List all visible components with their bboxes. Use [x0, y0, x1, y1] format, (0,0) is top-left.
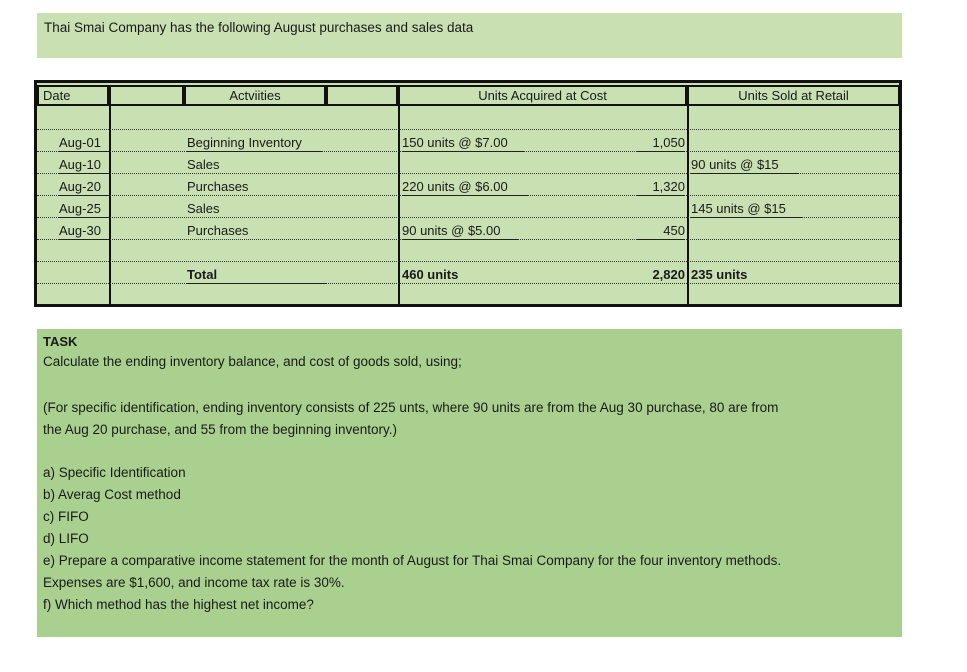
task-item-b: b) Averag Cost method: [43, 487, 181, 502]
row-date: Aug-25: [59, 201, 109, 218]
row-acquired: 220 units @ $6.00: [402, 179, 528, 196]
column-divider: [687, 106, 689, 304]
row-acquired: 150 units @ $7.00: [402, 135, 524, 152]
task-note-line-1: (For specific identification, ending inventory consists of 225 unts, where 90 units are from the Aug 30 purchase, 80 are from: [43, 400, 779, 415]
row-sold: 145 units @ $15: [691, 201, 803, 218]
task-title: TASK: [43, 334, 78, 349]
column-divider: [109, 106, 111, 304]
task-item-d: d) LIFO: [43, 531, 89, 546]
column-header-date: Date: [37, 85, 109, 106]
row-activity: Sales: [187, 157, 220, 172]
total-cost: 2,820: [652, 267, 685, 282]
column-header-blank-2: [326, 85, 398, 106]
row-activity: Purchases: [187, 179, 249, 194]
row-divider: [37, 283, 899, 284]
row-date: Aug-30: [59, 223, 109, 240]
task-item-a: a) Specific Identification: [43, 465, 186, 480]
column-header-units-sold: Units Sold at Retail: [687, 85, 900, 106]
task-item-c: c) FIFO: [43, 509, 89, 524]
row-activity: Purchases: [187, 223, 249, 238]
row-divider: [37, 261, 899, 262]
row-acquired: 90 units @ $5.00: [402, 223, 518, 240]
task-item-e-line-1: e) Prepare a comparative income statement for the month of August for Thai Smai Company for the four inventory methods.: [43, 553, 782, 568]
header-banner: [37, 13, 902, 58]
row-cost: 450: [637, 223, 685, 240]
header-text: Thai Smai Company has the following August purchases and sales data: [44, 20, 474, 35]
column-header-activities: Actviities: [184, 85, 326, 106]
purchases-sales-table: [34, 80, 902, 307]
row-date: Aug-20: [59, 179, 109, 196]
row-cost: 1,050: [637, 135, 685, 152]
column-divider: [398, 106, 400, 304]
total-sold: 235 units: [691, 267, 748, 282]
row-sold: 90 units @ $15: [691, 157, 799, 174]
task-item-e-line-2: Expenses are $1,600, and income tax rate is 30%.: [43, 575, 345, 590]
task-panel: [37, 329, 902, 637]
task-item-f: f) Which method has the highest net income?: [43, 597, 314, 612]
row-cost: 1,320: [637, 179, 685, 196]
row-activity: Beginning Inventory: [187, 135, 322, 152]
row-date: Aug-10: [59, 157, 109, 174]
total-label: Total: [187, 267, 327, 284]
column-header-units-acquired: Units Acquired at Cost: [398, 85, 687, 106]
column-header-blank-1: [109, 85, 184, 106]
task-intro: Calculate the ending inventory balance, and cost of goods sold, using;: [43, 354, 462, 369]
row-divider: [37, 129, 899, 130]
total-acquired: 460 units: [402, 267, 459, 282]
row-activity: Sales: [187, 201, 220, 216]
row-date: Aug-01: [59, 135, 109, 152]
task-note-line-2: the Aug 20 purchase, and 55 from the beginning inventory.): [43, 422, 397, 437]
